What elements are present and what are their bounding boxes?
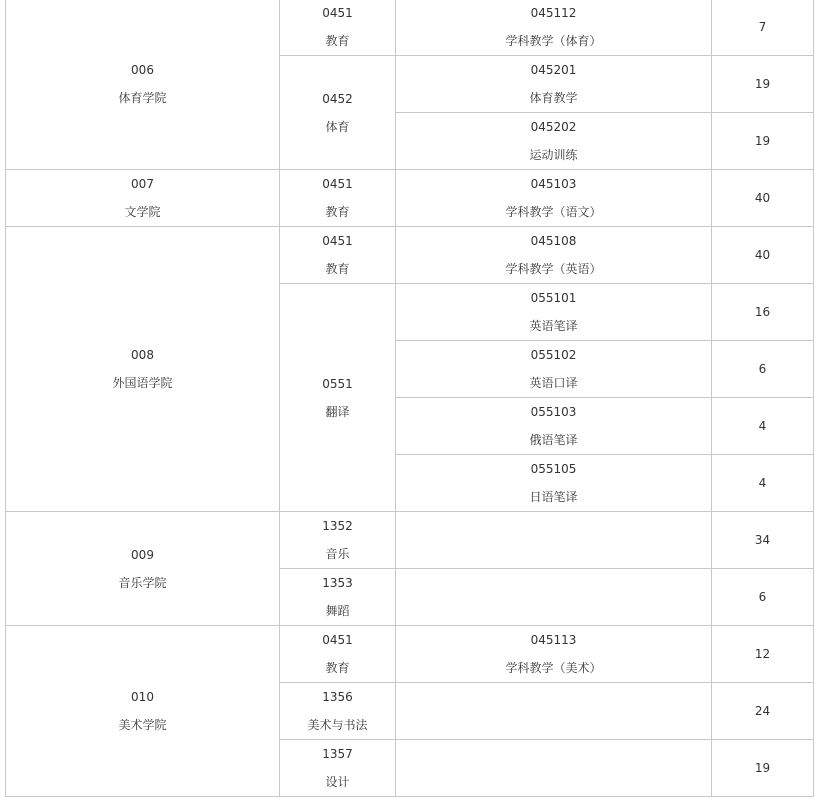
discipline-code: 1356 xyxy=(322,690,353,704)
college-name: 音乐学院 xyxy=(118,575,167,590)
discipline-cell xyxy=(280,626,396,683)
quota-cell: 7 xyxy=(712,0,814,56)
major-code: 045112 xyxy=(530,6,577,20)
discipline-code: 0451 xyxy=(322,234,353,248)
discipline-name: 教育 xyxy=(325,34,350,48)
major-name: 学科教学（美术） xyxy=(505,661,602,675)
major-cell xyxy=(396,683,712,740)
college-name: 外国语学院 xyxy=(112,376,173,390)
quota-cell: 19 xyxy=(712,56,814,113)
discipline-cell xyxy=(280,56,396,170)
table-row xyxy=(6,227,814,284)
college-name: 体育学院 xyxy=(118,91,167,105)
discipline-cell xyxy=(280,683,396,740)
major-name: 学科教学（语文） xyxy=(505,205,602,219)
major-cell xyxy=(396,56,712,113)
major-code: 045201 xyxy=(530,63,577,77)
major-name: 英语口译 xyxy=(529,376,578,390)
discipline-code: 0451 xyxy=(322,177,353,191)
major-code: 055102 xyxy=(530,348,577,362)
discipline-cell xyxy=(280,512,396,569)
major-name: 英语笔译 xyxy=(529,319,578,333)
discipline-name: 教育 xyxy=(325,205,350,219)
major-cell xyxy=(396,284,712,341)
major-cell xyxy=(396,569,712,626)
major-code: 055101 xyxy=(530,291,577,305)
college-cell xyxy=(6,170,280,227)
quota-cell: 40 xyxy=(712,227,814,284)
quota-cell: 19 xyxy=(712,740,814,797)
major-code: 045113 xyxy=(530,633,577,647)
discipline-name: 美术与书法 xyxy=(307,718,368,732)
discipline-code: 1357 xyxy=(322,747,353,761)
quota-cell: 34 xyxy=(712,512,814,569)
major-cell xyxy=(396,227,712,284)
quota-cell: 4 xyxy=(712,455,814,512)
discipline-cell xyxy=(280,740,396,797)
quota-cell: 4 xyxy=(712,398,814,455)
discipline-name: 音乐 xyxy=(325,547,350,561)
discipline-name: 教育 xyxy=(325,262,350,276)
discipline-code: 0551 xyxy=(322,376,353,391)
major-code: 055103 xyxy=(530,405,577,419)
major-cell xyxy=(396,0,712,56)
major-name: 学科教学（英语） xyxy=(505,262,602,276)
major-cell xyxy=(396,170,712,227)
college-cell xyxy=(6,512,280,626)
table-row xyxy=(6,626,814,683)
college-code: 010 xyxy=(131,690,154,704)
discipline-code: 0451 xyxy=(322,633,353,647)
college-name: 文学院 xyxy=(124,205,161,219)
college-code: 007 xyxy=(131,177,154,191)
major-name: 体育教学 xyxy=(529,91,578,105)
major-name: 学科教学（体育） xyxy=(505,34,602,48)
discipline-code: 0451 xyxy=(322,6,353,20)
major-cell xyxy=(396,398,712,455)
enrollment-table xyxy=(5,0,814,797)
college-cell xyxy=(6,626,280,797)
major-name: 俄语笔译 xyxy=(529,433,578,447)
major-cell xyxy=(396,455,712,512)
discipline-name: 设计 xyxy=(325,775,350,789)
college-name: 美术学院 xyxy=(118,718,167,732)
college-code: 006 xyxy=(131,63,154,77)
quota-cell: 12 xyxy=(712,626,814,683)
table-row xyxy=(6,512,814,569)
quota-cell: 16 xyxy=(712,284,814,341)
discipline-code: 0452 xyxy=(322,91,353,106)
major-cell xyxy=(396,113,712,170)
major-cell xyxy=(396,512,712,569)
major-name: 运动训练 xyxy=(529,148,578,162)
discipline-name: 翻译 xyxy=(325,404,350,419)
major-cell xyxy=(396,626,712,683)
quota-cell: 19 xyxy=(712,113,814,170)
college-cell xyxy=(6,227,280,512)
college-code: 008 xyxy=(131,348,154,362)
major-code: 045202 xyxy=(530,120,577,134)
college-code: 009 xyxy=(131,547,154,562)
discipline-cell xyxy=(280,0,396,56)
discipline-cell xyxy=(280,569,396,626)
major-code: 045108 xyxy=(530,234,577,248)
discipline-name: 舞蹈 xyxy=(325,604,350,618)
major-cell xyxy=(396,740,712,797)
discipline-cell xyxy=(280,227,396,284)
discipline-cell xyxy=(280,170,396,227)
quota-cell: 6 xyxy=(712,569,814,626)
table-row xyxy=(6,0,814,56)
major-cell xyxy=(396,341,712,398)
major-code: 045103 xyxy=(530,177,577,191)
discipline-name: 教育 xyxy=(325,661,350,675)
table-row xyxy=(6,170,814,227)
major-code: 055105 xyxy=(530,462,577,476)
discipline-code: 1353 xyxy=(322,576,353,590)
college-cell xyxy=(6,0,280,170)
discipline-code: 1352 xyxy=(322,519,353,533)
quota-cell: 40 xyxy=(712,170,814,227)
major-name: 日语笔译 xyxy=(529,490,578,504)
quota-cell: 24 xyxy=(712,683,814,740)
discipline-name: 体育 xyxy=(325,119,350,134)
discipline-cell xyxy=(280,284,396,512)
quota-cell: 6 xyxy=(712,341,814,398)
